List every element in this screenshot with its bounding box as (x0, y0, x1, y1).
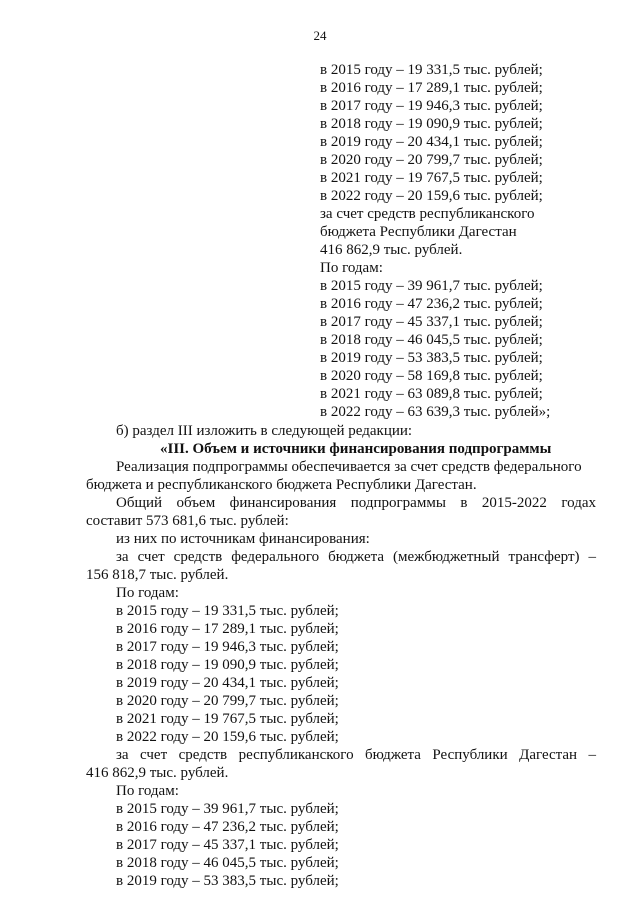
top-federal-year-2021: в 2021 году – 19 767,5 тыс. рублей; (320, 170, 543, 186)
top-by-years-label: По годам: (320, 260, 383, 276)
top-republic-year-2022: в 2022 году – 63 639,3 тыс. рублей»; (320, 404, 551, 420)
republic-year-2015: в 2015 году – 39 961,7 тыс. рублей; (116, 801, 339, 817)
section-b-instruction: б) раздел III изложить в следующей редакции: (116, 423, 413, 439)
top-republic-year-2019: в 2019 году – 53 383,5 тыс. рублей; (320, 350, 543, 366)
top-republic-year-2021: в 2021 году – 63 089,8 тыс. рублей; (320, 386, 543, 402)
top-republic-year-2017: в 2017 году – 45 337,1 тыс. рублей; (320, 314, 543, 330)
federal-source-line-1: за счет средств федерального бюджета (межбюджетный трансферт) – (116, 549, 596, 565)
republic-source-line-2: 416 862,9 тыс. рублей. (86, 765, 229, 781)
para2-line-1: Общий объем финансирования подпрограммы в 2015-2022 годах (116, 495, 596, 511)
federal-year-2017: в 2017 году – 19 946,3 тыс. рублей; (116, 639, 339, 655)
republic-source-line-1: за счет средств республиканского бюджета Республики Дагестан – (116, 747, 596, 763)
para1-line-2: бюджета и республиканского бюджета Республики Дагестан. (86, 477, 477, 493)
top-federal-year-2022: в 2022 году – 20 159,6 тыс. рублей; (320, 188, 543, 204)
page-number: 24 (313, 28, 327, 43)
federal-year-2016: в 2016 году – 17 289,1 тыс. рублей; (116, 621, 339, 637)
top-republic-source-line-3: 416 862,9 тыс. рублей. (320, 242, 463, 258)
top-republic-year-2016: в 2016 году – 47 236,2 тыс. рублей; (320, 296, 543, 312)
republic-year-2017: в 2017 году – 45 337,1 тыс. рублей; (116, 837, 339, 853)
top-republic-source-line-1: за счет средств республиканского (320, 206, 535, 222)
top-republic-year-2018: в 2018 году – 46 045,5 тыс. рублей; (320, 332, 543, 348)
sources-label: из них по источникам финансирования: (116, 531, 370, 547)
federal-year-2022: в 2022 году – 20 159,6 тыс. рублей; (116, 729, 339, 745)
republic-year-2018: в 2018 году – 46 045,5 тыс. рублей; (116, 855, 339, 871)
section-heading: «III. Объем и источники финансирования подпрограммы (160, 441, 552, 457)
federal-year-2015: в 2015 году – 19 331,5 тыс. рублей; (116, 603, 339, 619)
republic-year-2016: в 2016 году – 47 236,2 тыс. рублей; (116, 819, 339, 835)
top-republic-source-line-2: бюджета Республики Дагестан (320, 224, 517, 240)
by-years-label: По годам: (116, 585, 179, 601)
federal-year-2020: в 2020 году – 20 799,7 тыс. рублей; (116, 693, 339, 709)
top-federal-year-2015: в 2015 году – 19 331,5 тыс. рублей; (320, 62, 543, 78)
top-republic-year-2020: в 2020 году – 58 169,8 тыс. рублей; (320, 368, 543, 384)
top-federal-year-2019: в 2019 году – 20 434,1 тыс. рублей; (320, 134, 543, 150)
federal-year-2019: в 2019 году – 20 434,1 тыс. рублей; (116, 675, 339, 691)
para2-line-2: составит 573 681,6 тыс. рублей: (86, 513, 289, 529)
para1-line-1: Реализация подпрограммы обеспечивается за счет средств федерального (116, 459, 582, 475)
republic-year-2019: в 2019 году – 53 383,5 тыс. рублей; (116, 873, 339, 889)
federal-year-2018: в 2018 году – 19 090,9 тыс. рублей; (116, 657, 339, 673)
top-federal-year-2018: в 2018 году – 19 090,9 тыс. рублей; (320, 116, 543, 132)
top-republic-year-2015: в 2015 году – 39 961,7 тыс. рублей; (320, 278, 543, 294)
top-federal-year-2016: в 2016 году – 17 289,1 тыс. рублей; (320, 80, 543, 96)
federal-year-2021: в 2021 году – 19 767,5 тыс. рублей; (116, 711, 339, 727)
by-years-label-2: По годам: (116, 783, 179, 799)
federal-source-line-2: 156 818,7 тыс. рублей. (86, 567, 229, 583)
top-federal-year-2020: в 2020 году – 20 799,7 тыс. рублей; (320, 152, 543, 168)
top-federal-year-2017: в 2017 году – 19 946,3 тыс. рублей; (320, 98, 543, 114)
